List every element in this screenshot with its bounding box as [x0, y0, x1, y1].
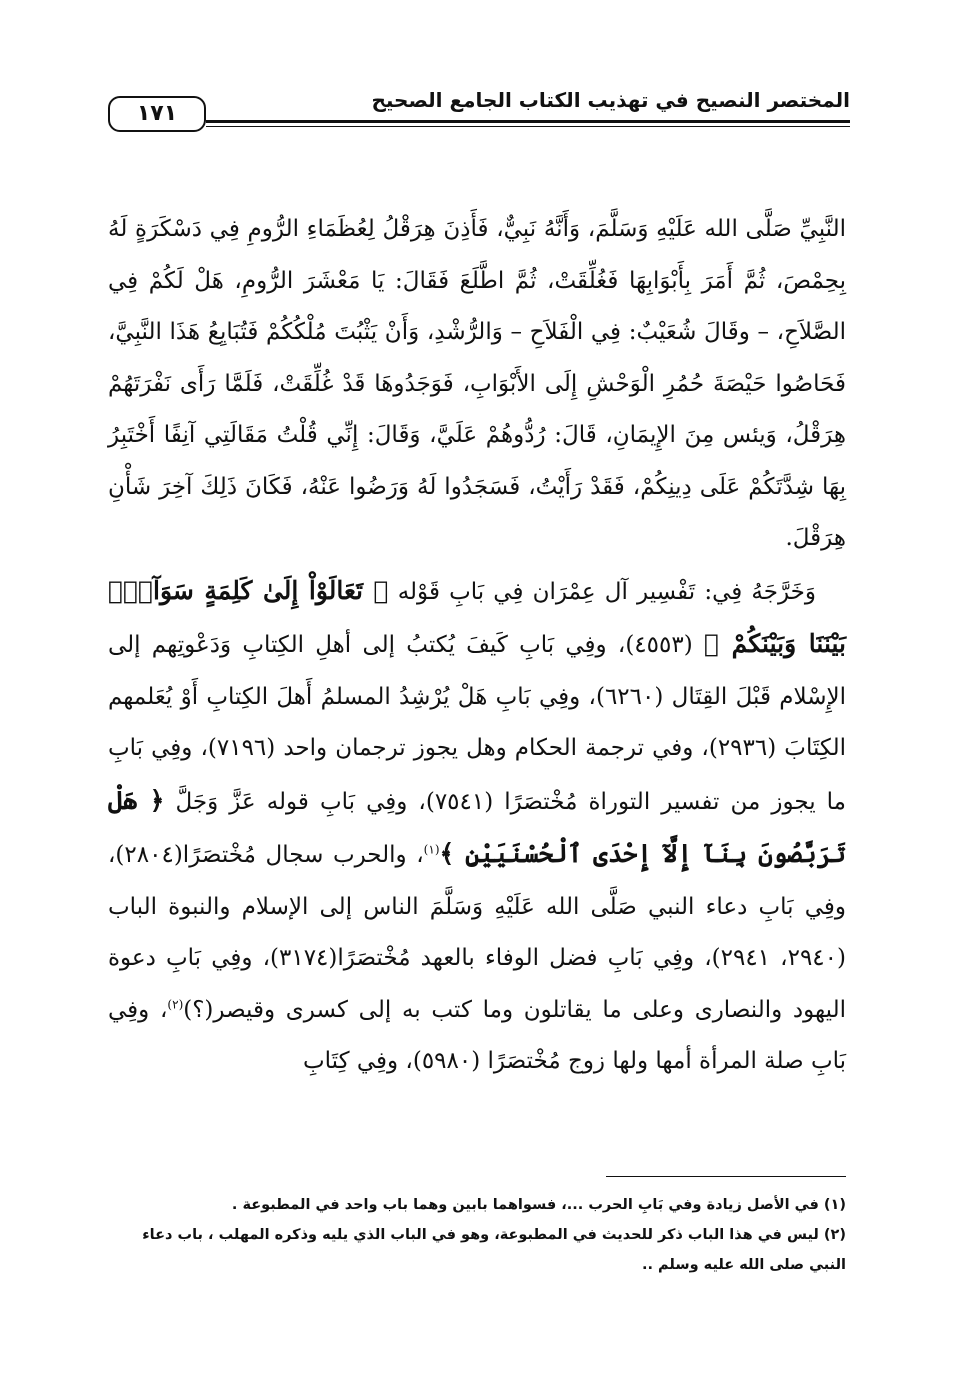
paragraph-2	[108, 565, 846, 1088]
main-text	[108, 204, 846, 1088]
footnote-ref-2: (٢)	[167, 996, 184, 1011]
paragraph-2-intro: وَخَرَّجَهُ فِي: تَفْسِير آل عِمْرَان فِي بَابِ قَوْله	[397, 578, 816, 605]
book-title: المختصر النصيح في تهذيب الكتاب الجامع الصحيح	[371, 88, 850, 112]
footnotes	[108, 1190, 846, 1280]
paragraph-1: النَّبِيِّ صَلَّى الله عَلَيْهِ وَسَلَّمَ، وَأَنَّهُ نَبِيٌّ، فَأَذِنَ هِرَقْلُ لِعُظَمَاءِ الرُّومِ فِي دَسْكَرَةٍ لَهُ بِحِمْصَ، ثُمَّ أَمَرَ بِأَبْوَابِهَا فَغُلِّقَتْ، ثُمَّ اطَّلَعَ فَقَالَ: يَا مَعْشَرَ الرُّومِ، هَلْ لَكُمْ فِي الصَّلاَحِ، – وقَالَ شُعَيْبٌ: فِي الْفَلاَحِ – وَالرُّشْدِ، وَأَنْ يَثْبُتَ مُلْكُكُمْ فَتُبَايِعُ هَذَا النَّبِيَّ، فَحَاصُوا حَيْصَةَ حُمُرِ الْوَحْشِ إِلَى الأَبْوَابِ، فَوَجَدُوهَا قَدْ غُلِّقَتْ، فَلَمَّا رَأَى نَفْرَتَهُمْ هِرَقْلُ، وَيئس مِنَ الإِيمَانِ، قَالَ: رُدُّوهُمْ عَلَيَّ، وَقَالَ: إِنِّي قُلْتُ مَقَالَتِي آنِفًا أَخْتَبِرُ بِهَا شِدَّتَكُمْ عَلَى دِينِكُمْ، فَقَدْ رَأَيْتُ، فَسَجَدُوا لَهُ وَرَضُوا عَنْهُ، فَكَانَ ذَلِكَ آخِرَ شَأْنِ هِرَقْلَ.	[108, 216, 846, 551]
quran-verse-2: ﴿ هَلْ تَرَبَّصُونَ بِنَآ إِلَّآ إِحْدَى ٱلْحُسْنَيَيْنِ ﴾	[108, 785, 846, 868]
running-header	[108, 86, 850, 136]
paragraph-2-part-3: ، والحرب سجال مُخْتصَرًا(٢٨٠٤)، وفِي بَابِ دعاء النبي صَلَّى الله عَلَيْهِ وَسَلَّمَ الناس إلى الإسلام والنبوة الباب (٢٩٤٠، ٢٩٤١)، وفِي بَابِ فضل الوفاء بالعهد مُخْتصَرًا(٣١٧٤)، وفِي بَابِ دعوة اليهود والنصارى وعلى ما يقاتلون وما كتب به إلى كسرى وقيصر(؟)	[108, 842, 846, 1023]
footnote-2: (٢) ليس في هذا الباب ذكر للحديث في المطبوعة، وهو في الباب الذي يليه وذكره المهلب ، باب دعاء النبي صلى الله عليه وسلم ..	[142, 1227, 846, 1273]
footnote-separator	[606, 1176, 846, 1177]
paragraph-2-part-2: (٤٥٥٣)، وفِي بَابِ كَيفَ يُكتبُ إلى أهلِ الكِتابِ وَدَعْوتِهم إلى الإِسْلام قَبْلَ القِتَال (٦٢٦٠)، وفِي بَابِ هَلْ يُرْشِدُ المسلمُ أَهلَ الكِتابِ أَوْ يُعَلمهم الكِتَابَ (٢٩٣٦)، وفي ترجمة الحكام وهل يجوز ترجمان واحد (٧١٩٦)، وفِي بَابِ ما يجوز من تفسير التوراة مُخْتصَرًا (٧٥٤١)، وفِي بَابِ قوله عَزَّ وَجَلَّ	[108, 632, 846, 815]
header-rule	[206, 120, 850, 127]
page-number: ١٧١	[108, 96, 206, 132]
footnote-1: (١) في الأصل زيادة وفي بَابِ الحرب ...، فسواهما بابين وهما باب واحد في المطبوعة .	[231, 1197, 846, 1213]
quran-verse-1: ﴿ تَعَالَوْاْ إِلَىٰ كَلِمَةٍ سَوَآءِۭ بَيْنَنَا وَبَيْنَكُمْ ﴾	[108, 575, 846, 658]
paragraph-2-part-4: ، وفِي بَابِ صلة المرأة أمها ولها زوج مُخْتصَرًا (٥٩٨٠)، وفِي كِتَابِ	[108, 996, 846, 1074]
footnote-ref-1: (١)	[423, 842, 440, 857]
